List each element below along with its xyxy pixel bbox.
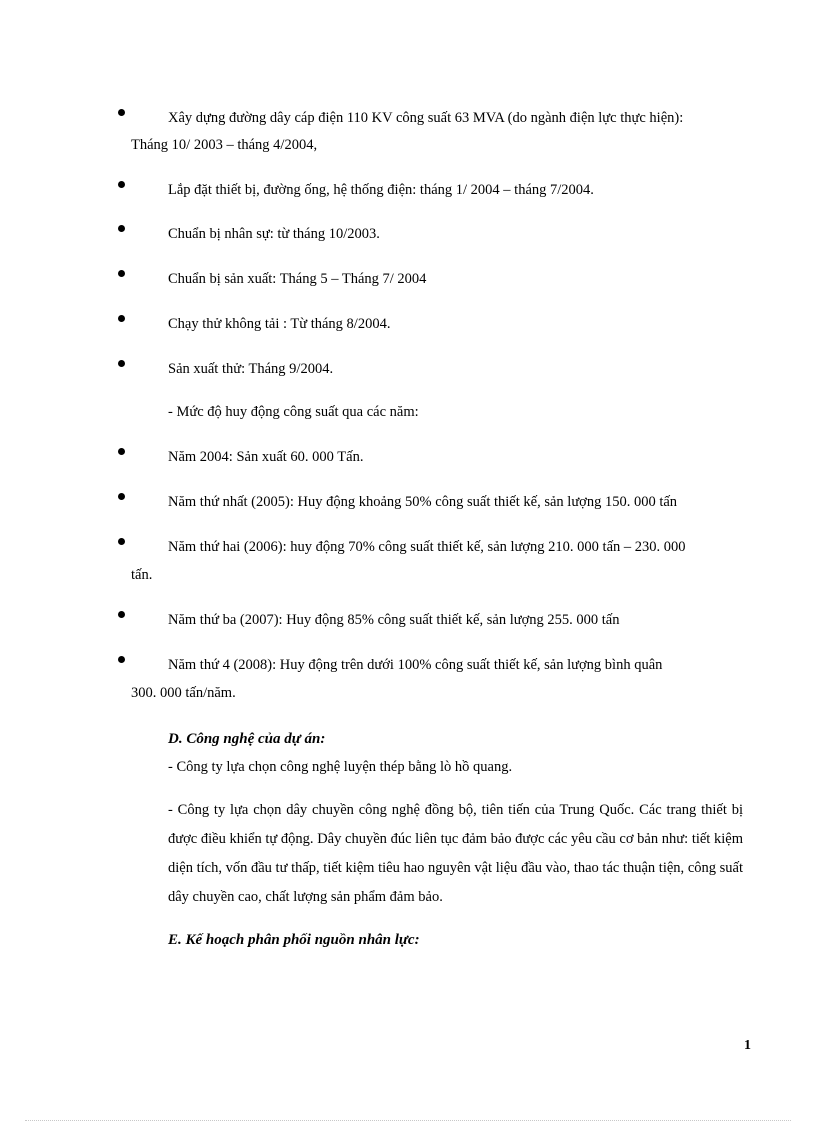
bullet-icon bbox=[118, 493, 125, 500]
section-heading: E. Kế hoạch phân phối nguồn nhân lực: bbox=[168, 932, 420, 948]
list-item bbox=[118, 265, 744, 293]
list-item bbox=[118, 606, 744, 634]
bullet-icon bbox=[118, 611, 125, 618]
list-item-text: Chạy thử không tải : Từ tháng 8/2004. bbox=[168, 316, 391, 332]
list-item bbox=[118, 443, 744, 471]
list-item-text: Năm thứ ba (2007): Huy động 85% công suất thiết kế, sản lượng 255. 000 tấn bbox=[168, 612, 620, 628]
bullet-icon bbox=[118, 360, 125, 367]
page-number: 1 bbox=[744, 1038, 751, 1053]
bullet-icon bbox=[118, 448, 125, 455]
list-item-text: Xây dựng đường dây cáp điện 110 KV công suất 63 MVA (do ngành điện lực thực hiện): bbox=[168, 110, 684, 126]
list-item bbox=[118, 533, 744, 561]
list-item-text: Năm thứ hai (2006): huy động 70% công suất thiết kế, sản lượng 210. 000 tấn – 230. 000 bbox=[168, 539, 686, 555]
list-item bbox=[118, 104, 744, 132]
list-item-text: Chuẩn bị sản xuất: Tháng 5 – Tháng 7/ 2004 bbox=[168, 271, 427, 287]
list-item-text: Năm thứ 4 (2008): Huy động trên dưới 100% công suất thiết kế, sản lượng bình quân bbox=[168, 657, 663, 673]
list-item-text: Năm 2004: Sản xuất 60. 000 Tấn. bbox=[168, 449, 364, 465]
bullet-icon bbox=[118, 225, 125, 232]
paragraph: - Công ty lựa chọn công nghệ luyện thép bằng lò hồ quang. bbox=[168, 759, 513, 775]
bullet-icon bbox=[118, 270, 125, 277]
list-item bbox=[118, 651, 744, 679]
paragraph: - Công ty lựa chọn dây chuyền công nghệ đồng bộ, tiên tiến của Trung Quốc. Các trang thiết bị được điều khiển tự động. Dây chuyền đúc liên tục đảm bảo được các yêu cầu cơ bản như: tiết kiệm diện tích, vốn đầu tư thấp, tiết kiệm tiêu hao nguyên vật liệu đầu vào, thao tác thuận tiện, công suất dây chuyền cao, chất lượng sản phẩm đảm bảo. bbox=[168, 802, 743, 905]
list-item-continuation: tấn. bbox=[131, 567, 153, 583]
capacity-intro: - Mức độ huy động công suất qua các năm: bbox=[168, 404, 419, 420]
list-item-text: Lắp đặt thiết bị, đường ống, hệ thống điện: tháng 1/ 2004 – tháng 7/2004. bbox=[168, 182, 594, 198]
list-item-text: Sản xuất thử: Tháng 9/2004. bbox=[168, 361, 334, 377]
list-item bbox=[118, 355, 744, 383]
bullet-icon bbox=[118, 538, 125, 545]
list-item-text: Chuẩn bị nhân sự: từ tháng 10/2003. bbox=[168, 226, 380, 242]
bullet-icon bbox=[118, 109, 125, 116]
bullet-icon bbox=[118, 181, 125, 188]
page-divider bbox=[25, 1120, 791, 1121]
section-heading: D. Công nghệ của dự án: bbox=[168, 731, 326, 747]
list-item-continuation: 300. 000 tấn/năm. bbox=[131, 685, 236, 701]
list-item bbox=[118, 220, 744, 248]
list-item bbox=[118, 488, 744, 516]
list-item bbox=[118, 310, 744, 338]
list-item bbox=[118, 176, 744, 204]
bullet-icon bbox=[118, 315, 125, 322]
list-item-continuation: Tháng 10/ 2003 – tháng 4/2004, bbox=[131, 137, 318, 153]
bullet-icon bbox=[118, 656, 125, 663]
list-item-text: Năm thứ nhất (2005): Huy động khoảng 50% công suất thiết kế, sản lượng 150. 000 tấn bbox=[168, 494, 678, 510]
